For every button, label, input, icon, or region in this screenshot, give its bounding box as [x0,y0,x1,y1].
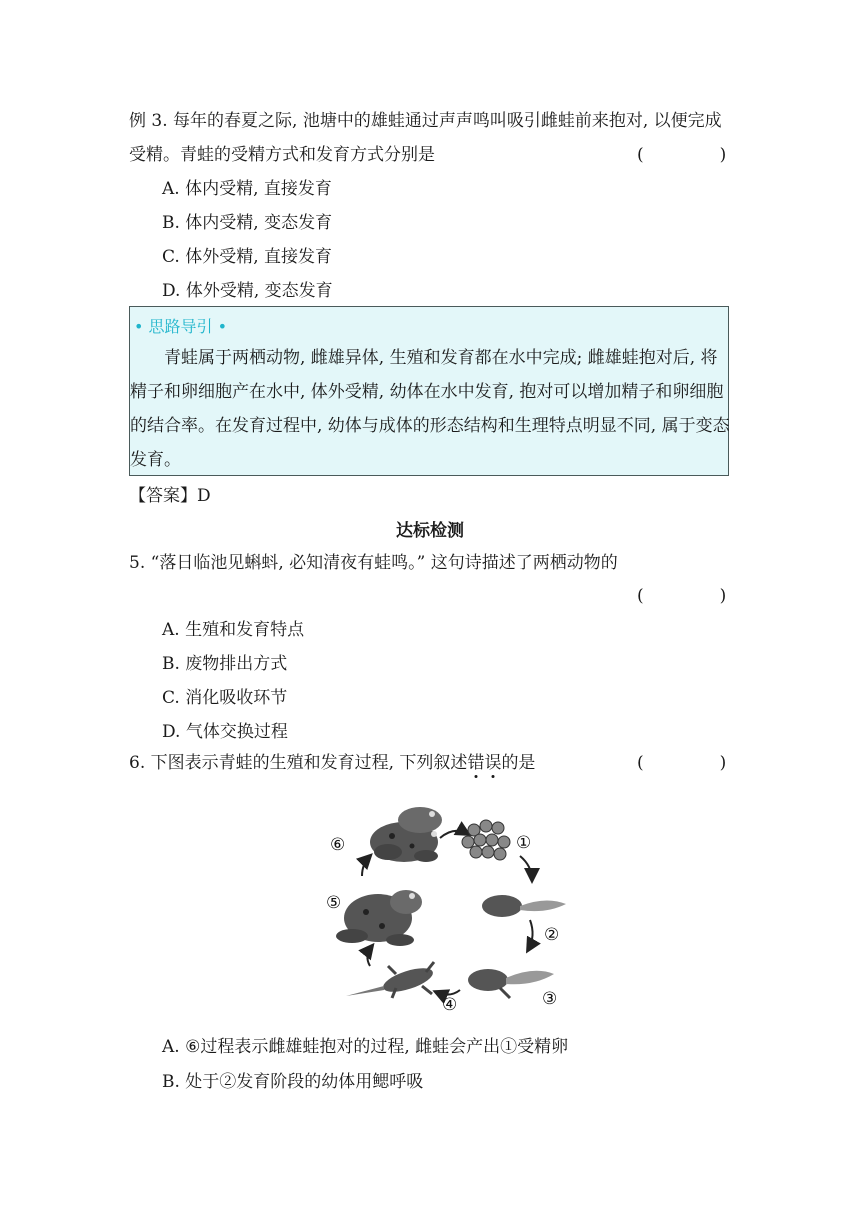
hint-line-4: 发育。 [130,450,181,470]
tadpole-icon [482,895,566,917]
answer-line: 【答案】D [129,486,211,506]
q6-stem [129,751,535,775]
arrow-3-to-4 [436,990,460,995]
arrow-4-to-5 [367,946,372,966]
hint-line-2: 精子和卵细胞产在水中, 体外受精, 幼体在水中发育, 抱对可以增加精子和卵细胞 [130,382,724,402]
froglet-icon [346,962,436,998]
arrow-6-to-1 [440,831,468,838]
q6-option-a: A. ⑥过程表示雌雄蛙抱对的过程, 雌蛙会产出①受精卵 [162,1037,569,1057]
q5-option-b: B. 废物排出方式 [162,654,288,674]
label-4: ④ [442,995,458,1012]
hint-title: • 思路导引 • [134,317,228,336]
q5-option-c: C. 消化吸收环节 [162,688,288,708]
label-1: ① [516,833,532,853]
q6-stem-after: 的是 [501,753,536,773]
paren-open: ( [637,586,644,606]
q5-stem: 5. “落日临池见蝌蚪, 必知清夜有蛙鸣。” 这句诗描述了两栖动物的 [129,553,618,573]
answer-blank-q6 [637,751,726,775]
label-5: ⑤ [326,893,342,913]
arrow-1-to-2 [520,856,532,880]
label-2: ② [544,925,560,945]
q6-stem-before: 6. 下图表示青蛙的生殖和发育过程, 下列叙述 [129,753,468,773]
q5-option-a: A. 生殖和发育特点 [162,620,305,640]
paren-close: ) [719,586,727,606]
frog-life-cycle-illustration [322,790,580,1012]
q6-emph-1: 错 [467,753,485,773]
hint-line-3: 的结合率。在发育过程中, 幼体与成体的形态结构和生理特点明显不同, 属于变态 [130,416,730,436]
answer-blank-ex3 [637,143,726,167]
label-3: ③ [542,989,558,1009]
paren-open: ( [637,753,644,773]
answer-blank-q5 [637,584,726,608]
example3-option-b: B. 体内受精, 变态发育 [162,213,333,233]
example3-stem-line1: 例 3. 每年的春夏之际, 池塘中的雄蛙通过声声鸣叫吸引雌蛙前来抱对, 以便完成 [129,111,722,131]
arrow-2-to-3 [528,920,533,950]
paren-open: ( [637,145,644,165]
adult-frog-icon [336,890,422,946]
q6-emph-2: 误 [484,753,502,773]
paren-close: ) [719,145,727,165]
mating-frogs-icon [370,807,442,862]
example3-option-a: A. 体内受精, 直接发育 [162,179,332,199]
example3-option-d: D. 体外受精, 变态发育 [162,281,333,301]
section-title: 达标检测 [396,521,464,541]
hint-box [129,306,729,476]
frog-life-cycle-figure [322,790,580,1012]
frog-eggs-icon [462,820,510,860]
example3-stem-line2: 受精。青蛙的受精方式和发育方式分别是 [129,145,435,165]
label-6: ⑥ [330,835,346,855]
paren-close: ) [719,753,727,773]
arrow-5-to-6 [362,856,370,876]
example3-option-c: C. 体外受精, 直接发育 [162,247,333,267]
q5-option-d: D. 气体交换过程 [162,722,288,742]
hint-line-1: 青蛙属于两栖动物, 雌雄异体, 生殖和发育都在水中完成; 雌雄蛙抱对后, 将 [164,348,718,368]
q6-option-b: B. 处于②发育阶段的幼体用鳃呼吸 [162,1072,424,1092]
